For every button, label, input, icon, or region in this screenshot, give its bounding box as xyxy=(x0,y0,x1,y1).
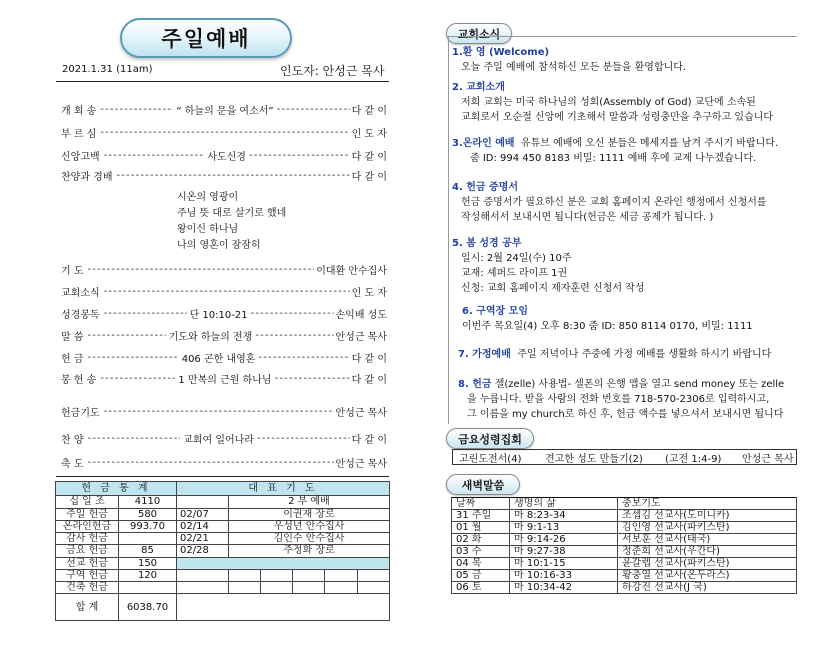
dawn-prayer: 서보훈 선교사(태국) xyxy=(618,534,797,546)
news-item xyxy=(458,377,784,422)
news-text: 저희 교회는 미국 하나님의 성회(Assembly of God) 교단에 소속된 xyxy=(461,97,756,108)
order-row xyxy=(61,306,387,320)
news-heading: 2. 교회소개 xyxy=(452,82,505,93)
offering-amount: 993.70 xyxy=(119,520,177,532)
offering-amount: 120 xyxy=(119,569,177,581)
order-item-name: 기 도 xyxy=(61,265,84,276)
offering-amount: 580 xyxy=(119,508,177,520)
table-row xyxy=(452,534,797,546)
friday-book: 고린도전서(4) xyxy=(459,453,522,465)
news-item xyxy=(458,347,771,362)
order-item-leader: 다 같 이 xyxy=(351,171,387,182)
news-text: 유튜브 예배에 오신 분들은 메세지를 남겨 주시기 바랍니다. xyxy=(520,138,779,149)
order-item-name: 헌금기도 xyxy=(61,407,100,418)
order-item-leader: 안성근 목사 xyxy=(335,458,387,469)
order-row xyxy=(61,455,387,469)
order-item-name: 신앙고백 xyxy=(61,151,100,162)
dawn-passage: 마 10:1-15 xyxy=(510,558,618,570)
news-heading: 8. 헌금 xyxy=(458,379,492,390)
offering-total-label: 합 계 xyxy=(56,594,119,621)
song-title: 왕이신 하나님 xyxy=(177,224,239,235)
dawn-prayer: 하강진 선교사(J 국) xyxy=(618,582,797,594)
table-row xyxy=(56,545,390,557)
table-row xyxy=(56,533,390,545)
offering-title: 헌 금 통 계 xyxy=(56,482,177,496)
dawn-day: 04 목 xyxy=(452,558,510,570)
order-item-name: 헌 금 xyxy=(61,353,84,364)
table-row xyxy=(452,570,797,582)
order-item-leader: 다 같 이 xyxy=(351,151,387,162)
table-row xyxy=(56,496,390,508)
friday-topic: 견고한 성도 만들기(2) xyxy=(545,453,643,465)
divider xyxy=(56,476,389,477)
order-item-content: 기도와 하늘의 전쟁 xyxy=(168,331,253,342)
page-title: 주일예배 xyxy=(120,18,292,58)
table-row xyxy=(56,594,390,621)
order-item-content: “ 하늘의 문을 여소서” xyxy=(176,105,274,116)
offering-label: 십 일 조 xyxy=(56,496,119,508)
column-header: 생명의 삶 xyxy=(510,498,618,510)
offering-amount: 150 xyxy=(119,557,177,569)
news-item xyxy=(452,180,767,225)
dawn-day: 31 주일 xyxy=(452,510,510,522)
news-text: 교재: 셰퍼드 라이프 1권 xyxy=(461,268,568,279)
order-item-content: 사도신경 xyxy=(207,151,246,162)
news-item xyxy=(452,236,644,296)
offering-amount: 85 xyxy=(119,545,177,557)
column-header: 중보기도 xyxy=(618,498,797,510)
dawn-prayer: 황충열 선교사(온두라스) xyxy=(618,570,797,582)
offering-label: 선교 헌금 xyxy=(56,557,119,569)
table-row xyxy=(452,558,797,570)
prayer-date: 02/21 xyxy=(177,533,229,545)
prayer-person: 우성년 안수집사 xyxy=(229,520,390,532)
dawn-day: 01 월 xyxy=(452,522,510,534)
order-item-leader: 안성근 목사 xyxy=(335,407,387,418)
prayer-title: 대 표 기 도 xyxy=(177,482,390,496)
dawn-prayer: 정준희 선교사(우간다) xyxy=(618,546,797,558)
order-row xyxy=(61,371,387,385)
news-text: 이번주 목요일(4) 오후 8:30 줌 ID: 850 8114 0170, 비밀: 1111 xyxy=(462,321,753,332)
order-item-leader: 인 도 자 xyxy=(351,128,387,139)
table-row xyxy=(452,510,797,522)
order-item-name: 찬 양 xyxy=(61,434,84,445)
order-item-name: 찬양과 경배 xyxy=(61,171,113,182)
news-text: 오늘 주일 예배에 참석하신 모든 분들을 환영합니다. xyxy=(461,62,687,73)
prayer-date: 02/14 xyxy=(177,520,229,532)
news-heading: 1.환 영 (Welcome) xyxy=(452,47,550,58)
worship-song-list xyxy=(177,190,286,254)
table-row xyxy=(56,557,390,569)
news-text: 그 이름을 my church로 하신 후, 헌금 액수를 넣으셔서 보내시면 됩니다 xyxy=(467,409,784,420)
news-heading: 3.온라인 예배 xyxy=(452,138,515,149)
friday-ref: (고전 1:4-9) xyxy=(665,453,722,465)
order-item-leader: 다 같 이 xyxy=(351,374,387,385)
dawn-passage: 마 10:16-33 xyxy=(510,570,618,582)
news-heading: 6. 구역장 모임 xyxy=(462,306,529,317)
dawn-section-title: 새벽말씀 xyxy=(446,474,520,495)
news-item xyxy=(462,304,753,334)
order-row xyxy=(61,431,387,445)
dawn-day: 02 화 xyxy=(452,534,510,546)
dawn-prayer: 윤갈렙 선교사(파키스탄) xyxy=(618,558,797,570)
offering-amount xyxy=(119,582,177,594)
order-item-name: 축 도 xyxy=(61,458,84,469)
prayer-person: 이권재 장로 xyxy=(229,508,390,520)
dawn-passage: 마 8:23-34 xyxy=(510,510,618,522)
order-row xyxy=(61,284,387,298)
order-row xyxy=(61,168,387,182)
order-row xyxy=(61,404,387,418)
order-row xyxy=(61,125,387,139)
prayer-person: 김인수 안수집사 xyxy=(229,533,390,545)
offering-label: 금요 헌금 xyxy=(56,545,119,557)
order-item-leader: 이대환 안수집사 xyxy=(316,265,387,276)
order-item-leader: 다 같 이 xyxy=(351,105,387,116)
news-text: 일시: 2월 24일(수) 10주 xyxy=(461,253,572,264)
news-item xyxy=(452,80,773,125)
news-heading: 5. 봄 성경 공부 xyxy=(452,238,522,249)
offering-label: 온라인헌금 xyxy=(56,520,119,532)
order-row xyxy=(61,350,387,364)
table-row xyxy=(452,582,797,594)
table-row xyxy=(56,508,390,520)
song-title: 시온의 영광이 xyxy=(177,192,239,203)
song-title: 나의 영혼이 잠잠히 xyxy=(177,240,261,251)
order-item-leader: 안성근 목사 xyxy=(335,331,387,342)
offering-amount xyxy=(119,533,177,545)
order-item-content: 교회여 일어나라 xyxy=(183,434,254,445)
dawn-day: 05 금 xyxy=(452,570,510,582)
table-row xyxy=(452,546,797,558)
service-date: 2021.1.31 (11am) xyxy=(62,64,153,75)
dawn-passage: 마 9:27-38 xyxy=(510,546,618,558)
friday-preacher: 안성근 목사 xyxy=(742,453,794,465)
news-item xyxy=(452,45,686,75)
offering-label: 건축 헌금 xyxy=(56,582,119,594)
offering-table xyxy=(55,481,390,621)
table-row xyxy=(56,569,390,581)
prayer-person: 주정화 장로 xyxy=(229,545,390,557)
friday-service xyxy=(452,449,797,465)
dawn-day: 03 수 xyxy=(452,546,510,558)
order-row xyxy=(61,328,387,342)
order-item-content: 1 만복의 근원 하나님 xyxy=(178,374,272,385)
order-row xyxy=(61,148,387,162)
news-heading: 4. 헌금 증명서 xyxy=(452,182,519,193)
offering-label: 주일 헌금 xyxy=(56,508,119,520)
order-item-name: 말 씀 xyxy=(61,331,84,342)
news-item xyxy=(452,136,778,166)
news-text: 교회로서 오순절 신앙에 기초해서 말씀과 성령충만을 추구하고 있습니다 xyxy=(461,112,774,123)
prayer-date xyxy=(177,496,229,508)
order-row xyxy=(61,262,387,276)
divider xyxy=(56,81,389,82)
news-text: 줌 ID: 994 450 8183 비밀: 1111 예배 후에 교제 나누겠습니다. xyxy=(470,153,757,164)
dawn-passage: 마 9:1-13 xyxy=(510,522,618,534)
order-item-leader: 손익배 성도 xyxy=(335,309,387,320)
prayer-person: 2 부 예배 xyxy=(229,496,390,508)
dawn-day: 06 토 xyxy=(452,582,510,594)
order-item-leader: 다 같 이 xyxy=(351,434,387,445)
offering-amount: 4110 xyxy=(119,496,177,508)
order-row xyxy=(61,102,387,116)
news-section-title: 교회소식 xyxy=(446,23,512,44)
service-leader: 인도자: 안성근 목사 xyxy=(280,64,385,78)
news-text: 을 누릅니다. 받을 사람의 전화 번호를 718-570-2306로 입력하시고, xyxy=(467,394,770,405)
table-row xyxy=(56,582,390,594)
news-text: 젤(zelle) 사용법- 셀폰의 은행 앱을 열고 send money 또는 zelle xyxy=(494,379,785,390)
news-heading: 7. 가정예배 xyxy=(458,349,511,360)
prayer-date: 02/07 xyxy=(177,508,229,520)
table-row xyxy=(56,520,390,532)
offering-label: 감사 헌금 xyxy=(56,533,119,545)
dawn-passage: 마 9:14-26 xyxy=(510,534,618,546)
offering-total: 6038.70 xyxy=(119,594,177,621)
news-text: 헌금 증명서가 필요하신 분은 교회 홈페이지 온라인 행정에서 신청서를 xyxy=(461,197,767,208)
song-title: 주님 뜻 대로 살기로 했네 xyxy=(177,208,287,219)
table-row xyxy=(452,522,797,534)
order-item-name: 개 회 송 xyxy=(61,105,97,116)
order-item-content: 단 10:10-21 xyxy=(189,309,248,320)
dawn-passage: 마 10:34-42 xyxy=(510,582,618,594)
order-item-content: 406 곤한 내영혼 xyxy=(181,353,256,364)
prayer-date: 02/28 xyxy=(177,545,229,557)
order-item-leader: 인 도 자 xyxy=(351,287,387,298)
order-item-name: 성경봉독 xyxy=(61,309,100,320)
order-item-name: 부 르 심 xyxy=(61,128,97,139)
order-item-leader: 다 같 이 xyxy=(351,353,387,364)
column-header: 날짜 xyxy=(452,498,510,510)
news-text: 주일 저녁이나 주중에 가정 예배를 생활화 하시기 바랍니다 xyxy=(517,349,772,360)
dawn-prayer: 조셉김 선교사(도미니카) xyxy=(618,510,797,522)
dawn-prayer: 김인영 선교사(파키스탄) xyxy=(618,522,797,534)
offering-label: 구역 헌금 xyxy=(56,569,119,581)
table-header-row xyxy=(452,498,797,510)
friday-section-title: 금요성령집회 xyxy=(446,428,534,449)
dawn-table xyxy=(451,497,797,594)
order-item-name: 교회소식 xyxy=(61,287,100,298)
news-text: 작성해서서 보내시면 됩니다(헌금은 세금 공제가 됩니다. ) xyxy=(461,212,714,223)
order-item-name: 봉 헌 송 xyxy=(61,374,97,385)
news-text: 신청: 교회 홈페이지 제자훈련 신청서 작성 xyxy=(461,283,645,294)
